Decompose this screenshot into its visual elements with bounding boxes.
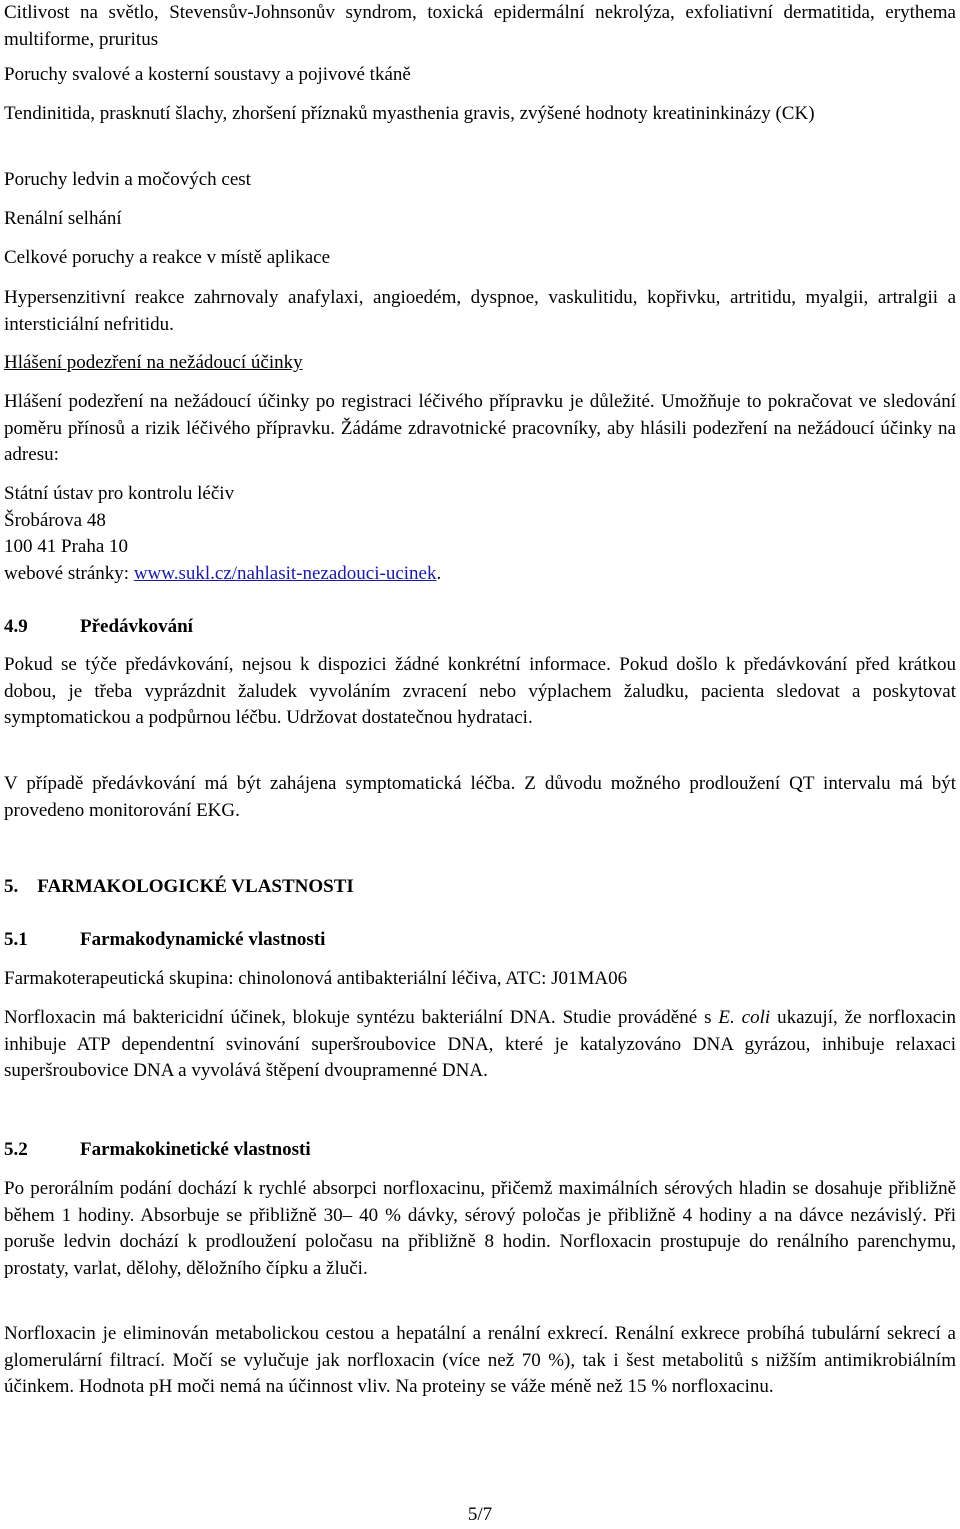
section-4-9-title: Předávkování — [80, 616, 193, 637]
e-coli-italic: E. coli — [718, 1007, 771, 1028]
address-line-3: 100 41 Praha 10 — [4, 536, 129, 557]
overdose-paragraph-2: V případě předávkování má být zahájena symptomatická léčba. Z důvodu možného prodloužení QT intervalu má být provedeno monitorování EKG. — [4, 773, 956, 821]
section-5-2-heading — [4, 1137, 956, 1164]
general-heading: Celkové poruchy a reakce v místě aplikace — [4, 247, 331, 268]
overdose-paragraph-1: Pokud se týče předávkování, nejsou k dispozici žádné konkrétní informace. Pokud došlo k předávkování před krátkou dobou, je třeba vyprázdnit žaludek vyvoláním zvracení nebo výplachem žaludku, pacienta sledovat a poskytovat symptomatickou a podpůrnou léčbu. Udržovat dostatečnou hydrataci. — [4, 654, 956, 728]
web-end: . — [436, 562, 442, 584]
section-4-9-number: 4.9 — [4, 616, 28, 637]
section-5-2-title: Farmakokinetické vlastnosti — [80, 1139, 311, 1160]
pharmacodynamic-text — [4, 1005, 956, 1085]
general-adverse-list: Hypersenzitivní reakce zahrnovaly anafylaxi, angioedém, dyspnoe, vaskulitidu, kopřivku, artritidu, myalgii, artralgii a intersticiální nefritidu. — [4, 287, 956, 335]
page-number: 5/7 — [467, 1504, 493, 1525]
pd-text-before: Norfloxacin má baktericidní účinek, blokuje syntézu bakteriální DNA. Studie prováděné s — [4, 1007, 719, 1028]
pharmacotherapeutic-group: Farmakoterapeutická skupina: chinolonová antibakteriální léčiva, ATC: J01MA06 — [4, 968, 628, 989]
musculo-adverse-list: Tendinitida, prasknutí šlachy, zhoršení příznaků myasthenia gravis, zvýšené hodnoty kreatininkinázy (CK) — [4, 103, 815, 124]
pharmacokinetic-paragraph-2: Norfloxacin je eliminován metabolickou cestou a hepatální a renální exkrecí. Renální exkrece probíhá tubulární sekrecí a glomerulární filtrací. Močí se vylučuje jak norfloxacin (více než 70 %), tak i šest metabolitů s nižším antimikrobiálním účinkem. Hodnota pH moči nemá na účinnost vliv. Na proteiny se váže méně než 15 % norfloxacinu. — [4, 1323, 956, 1397]
web-label: webové stránky: — [4, 562, 134, 584]
renal-adverse-list: Renální selhání — [4, 208, 122, 229]
skin-adverse-list: Citlivost na světlo, Stevensův-Johnsonův syndrom, toxická epidermální nekrolýza, exfoliativní dermatitida, erythema multiforme, pruritus — [4, 2, 956, 50]
section-5-1-heading — [4, 927, 956, 954]
pharmacokinetic-paragraph-1: Po perorálním podání dochází k rychlé absorpci norfloxacinu, přičemž maximálních sérových hladin se dosahuje přibližně během 1 hodiny. Absorbuje se přibližně 30– 40 % dávky, sérový poločas je přibližně 4 hodiny a na dávce nezávislý. Při poruše ledvin dochází k prodloužení poločasu na přibližně 8 hodin. Norfloxacin prostupuje do renálního parenchymu, prostaty, varlat, dělohy, děložního čípku a žluči. — [4, 1178, 956, 1279]
address-line-2: Šrobárova 48 — [4, 509, 106, 531]
section-5-heading: 5. FARMAKOLOGICKÉ VLASTNOSTI — [4, 876, 354, 897]
section-4-9-heading — [4, 614, 956, 641]
section-5-1-title: Farmakodynamické vlastnosti — [80, 929, 326, 950]
musculo-heading: Poruchy svalové a kosterní soustavy a pojivové tkáně — [4, 64, 411, 85]
sukl-report-link[interactable]: www.sukl.cz/nahlasit-nezadouci-ucinek — [133, 562, 437, 584]
reporting-text: Hlášení podezření na nežádoucí účinky po registraci léčivého přípravku je důležité. Umožňuje to pokračovat ve sledování poměru přínosů a rizik léčivého přípravku. Žádáme zdravotnické pracovníky, aby hlásili podezření na nežádoucí účinky na adresu: — [4, 391, 956, 465]
renal-heading: Poruchy ledvin a močových cest — [4, 169, 251, 190]
section-5-2-number: 5.2 — [4, 1139, 28, 1160]
address-line-1: Státní ústav pro kontrolu léčiv — [4, 483, 235, 504]
reporting-heading: Hlášení podezření na nežádoucí účinky — [4, 352, 303, 373]
address-web-line — [4, 561, 956, 588]
reporting-address — [4, 481, 956, 587]
pd-text-after: ukazují, že norfloxacin inhibuje ATP dependentní svinování superšroubovice DNA, které je katalyzováno DNA gyrázou, inhibuje relaxaci superšroubovice DNA a vyvolává štěpení dvoupramenné DNA. — [4, 1007, 956, 1081]
section-5-1-number: 5.1 — [4, 929, 28, 950]
